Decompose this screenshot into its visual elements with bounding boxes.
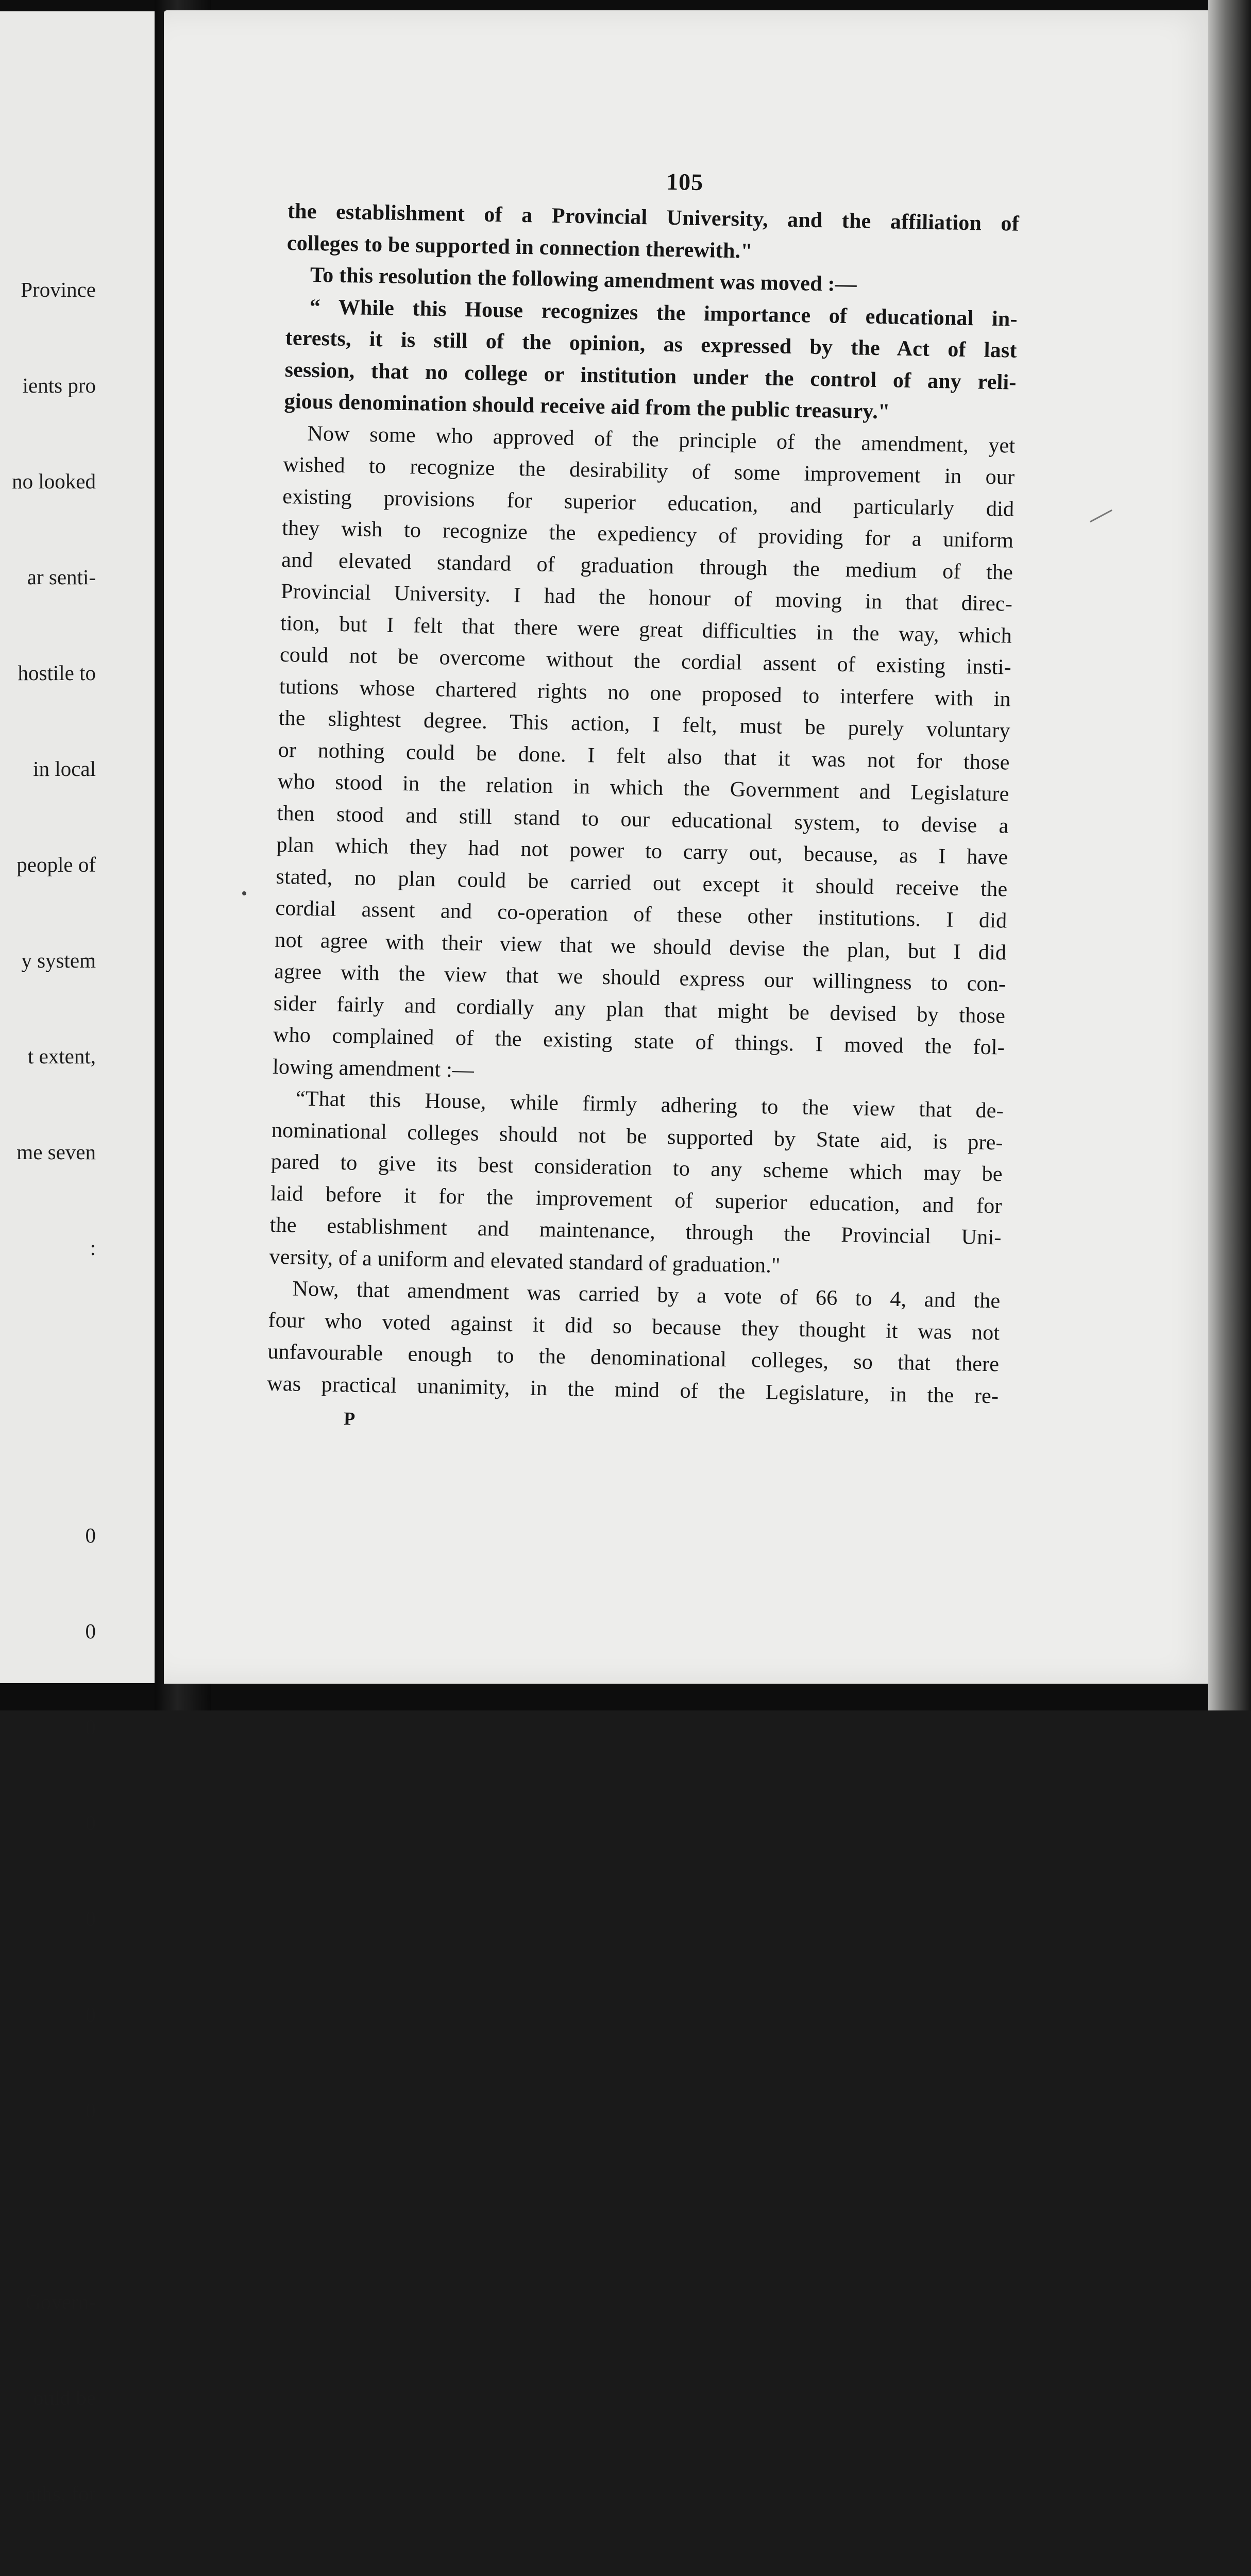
- text-line: sider fairly and cordially any plan that might be devised by those: [273, 991, 1006, 1028]
- text-line: tutions whose chartered rights no one proposed to interfere with in: [279, 674, 1011, 711]
- left-line: 0: [85, 1907, 96, 1930]
- text-line: the establishment and maintenance, through the Provincial Uni-: [269, 1213, 1002, 1250]
- text-line: terests, it is still of the opinion, as expressed by the Act of last: [285, 326, 1017, 363]
- text-line: laid before it for the improvement of superior education, and for: [270, 1181, 1002, 1218]
- left-line: t extent,: [27, 1044, 96, 1068]
- left-line: people of: [16, 853, 96, 876]
- text-line: agree with the view that we should express our willingness to con-: [274, 959, 1006, 996]
- left-line: 0: [85, 2098, 96, 2122]
- page-number: 105: [666, 168, 704, 196]
- left-line: me seven: [16, 1140, 96, 1164]
- text-line: plan which they had not power to carry out, because, as I have: [276, 833, 1008, 870]
- text-line: tion, but I felt that there were great difficulties in the way, which: [280, 611, 1012, 648]
- text-line: Now, that amendment was carried by a vote of 66 to 4, and the: [292, 1277, 1001, 1313]
- text-line: the establishment of a Provincial University, and the affiliation of: [287, 199, 1020, 236]
- text-line: wished to recognize the desirability of some improvement in our: [283, 452, 1015, 489]
- text-line: lowing amendment :—: [272, 1055, 475, 1082]
- text-line: “That this House, while firmly adhering to the view that de-: [295, 1087, 1004, 1123]
- left-line: ar senti-: [27, 565, 96, 589]
- left-line: ould be: [33, 2386, 96, 2410]
- left-line: :: [90, 1236, 96, 1260]
- left-line: 0: [85, 2003, 96, 2026]
- text-line: gious denomination should receive aid from the public treasury.": [284, 389, 890, 424]
- text-line: Provincial University. I had the honour of moving in that direc-: [280, 579, 1013, 616]
- left-line: [0, 1328, 96, 1360]
- text-line: existing provisions for superior education, and particularly did: [282, 484, 1015, 521]
- left-line: 0: [85, 1715, 96, 1739]
- left-line: Govern-: [25, 2290, 96, 2314]
- left-line: no looked: [12, 469, 96, 493]
- left-line: 0: [85, 1523, 96, 1547]
- left-line: in local: [33, 757, 96, 781]
- page-text-block: [266, 155, 1020, 1445]
- left-page-text: [0, 210, 96, 2576]
- text-line: session, that no college or institution under the control of any reli-: [284, 358, 1017, 395]
- text-line: nominational colleges should not be supported by State aid, is pre-: [271, 1118, 1004, 1155]
- left-page-edge: [0, 11, 155, 2505]
- text-line: then stood and still stand to our educational system, to devise a: [277, 801, 1009, 838]
- right-page-edge: [1208, 0, 1251, 1710]
- text-line: who complained of the existing state of things. I moved the fol-: [273, 1023, 1005, 1060]
- ink-dot: [242, 891, 246, 895]
- text-line: stated, no plan could be carried out except it should receive the: [276, 865, 1008, 902]
- text-line: unfavourable enough to the denominational colleges, so that there: [267, 1340, 1000, 1377]
- text-line: Now some who approved of the principle of the amendment, yet: [307, 421, 1016, 458]
- signature-mark: P: [343, 1408, 356, 1429]
- left-line: [0, 2573, 96, 2576]
- left-line: 0: [85, 1811, 96, 1835]
- left-line: ients pro: [22, 374, 96, 397]
- text-line: four who voted against it did so because they thought it was not: [268, 1308, 1000, 1345]
- text-line: who stood in the relation in which the Government and Legislature: [277, 769, 1009, 806]
- left-line: hostile to: [18, 661, 96, 685]
- left-line: [0, 1423, 96, 1455]
- left-line: Province: [21, 278, 96, 301]
- text-line: they wish to recognize the expediency of providing for a uniform: [281, 516, 1014, 553]
- text-line: could not be overcome without the cordial assent of existing insti-: [279, 642, 1012, 680]
- text-line: To this resolution the following amendment was moved :—: [310, 263, 857, 297]
- text-line: and elevated standard of graduation through the medium of the: [281, 548, 1013, 585]
- left-line: 0: [85, 1619, 96, 1643]
- text-line: not agree with their view that we should devise the plan, but I did: [274, 928, 1007, 965]
- left-line: [0, 2190, 96, 2222]
- text-line: or nothing could be done. I felt also that it was not for those: [278, 738, 1010, 775]
- text-line: colleges to be supported in connection therewith.": [286, 231, 753, 263]
- text-line: pared to give its best consideration to any scheme which may be: [271, 1149, 1003, 1187]
- text-line: cordial assent and co-operation of these other institutions. I did: [275, 896, 1007, 933]
- text-line: was practical unanimity, in the mind of the Legislature, in the re-: [266, 1371, 999, 1408]
- text-line: the slightest degree. This action, I felt, must be purely voluntary: [278, 706, 1011, 743]
- text-line: “ While this House recognizes the importance of educational in-: [309, 295, 1018, 331]
- left-line: nths, for: [25, 2482, 96, 2505]
- left-line: y system: [21, 948, 96, 972]
- text-line: versity, of a uniform and elevated standard of graduation.": [269, 1245, 781, 1278]
